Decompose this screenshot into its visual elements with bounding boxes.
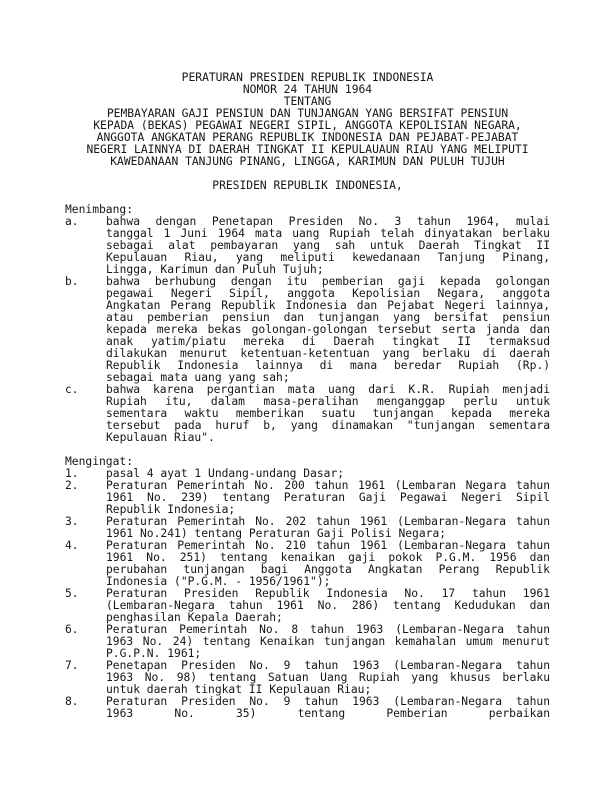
item-text <box>106 540 550 588</box>
item-line: Republik Indonesia; <box>106 503 236 516</box>
item-line: anak yatim/piatu mereka di Daerah tingkat II termaksud <box>106 335 550 348</box>
item-line: Kepulauan Riau". <box>106 431 215 444</box>
menimbang-item-a <box>65 216 550 276</box>
item-line: bahwa berhubung dengan itu pemberian gaji kepada golongan <box>106 275 550 288</box>
title-line: TENTANG <box>283 95 332 108</box>
item-line: dilakukan menurut ketentuan-ketentuan yang berlaku di daerah <box>106 347 550 360</box>
section-mengingat <box>65 456 550 720</box>
item-text <box>106 588 550 624</box>
item-line: 1963 No. 35) tentang Pemberian perbaikan <box>106 707 550 720</box>
item-line: tersebut pada huruf b, yang dinamakan "tunjangan sementara <box>106 419 550 432</box>
item-line: Peraturan Pemerintah No. 210 tahun 1961 (Lembaran-Negara tahun <box>106 539 550 552</box>
mengingat-item-6 <box>65 624 550 660</box>
item-line: 1961 No.241) tentang Peraturan Gaji Polisi Negara; <box>106 527 447 540</box>
mengingat-item-2 <box>65 480 550 516</box>
item-line: Republik Indonesia lainnya di mana beredar Rupiah (Rp.) <box>106 359 550 372</box>
section-label-menimbang: Menimbang: <box>65 203 134 216</box>
item-line: pegawai Negeri Sipil, anggota Kepolisian Negara, anggota <box>106 287 550 300</box>
item-line: 1963 No. 98) tentang Satuan Uang Rupiah yang khusus berlaku <box>106 671 550 684</box>
item-line: Rupiah itu, dalam masa-peralihan menganggap perlu untuk <box>106 395 550 408</box>
item-marker: 8. <box>65 695 79 708</box>
mengingat-item-4 <box>65 540 550 588</box>
item-text <box>106 696 550 720</box>
item-line: untuk daerah tingkat II Kepulauan Riau; <box>106 683 372 696</box>
item-marker: 4. <box>65 539 79 552</box>
item-text <box>106 276 550 384</box>
mengingat-items <box>65 468 550 720</box>
item-line: P.G.P.N. 1961; <box>106 647 202 660</box>
document-title <box>65 72 550 168</box>
item-marker: c. <box>65 383 79 396</box>
item-line: Lingga, Karimun dan Puluh Tujuh; <box>106 263 324 276</box>
item-line: 1963 No. 24) tentang Kenaikan tunjangan kemahalan umum menurut <box>106 635 550 648</box>
item-line: penghasilan Kepala Daerah; <box>106 611 283 624</box>
item-line: 1961 No. 251) tentang kenaikan gaji pokok P.G.M. 1956 dan <box>106 551 550 564</box>
item-line: Angkatan Perang Republik Indonesia dan Pejabat Negeri lainnya, <box>106 299 550 312</box>
mengingat-item-8 <box>65 696 550 720</box>
item-line: Peraturan Presiden Republik Indonesia No. 17 tahun 1961 <box>106 587 550 600</box>
menimbang-items <box>65 216 550 444</box>
section-label-mengingat: Mengingat: <box>65 455 134 468</box>
title-line: PEMBAYARAN GAJI PENSIUN DAN TUNJANGAN YANG BERSIFAT PENSIUN <box>106 107 509 120</box>
item-marker: b. <box>65 275 79 288</box>
document-content <box>65 72 550 720</box>
item-line: Peraturan Presiden No. 9 tahun 1963 (Lembaran-Negara tahun <box>106 695 550 708</box>
item-line: Peraturan Pemerintah No. 202 tahun 1961 (Lembaran-Negara tahun <box>106 515 550 528</box>
mengingat-item-7 <box>65 660 550 696</box>
section-menimbang <box>65 204 550 444</box>
item-marker: 5. <box>65 587 79 600</box>
item-text <box>106 384 550 444</box>
item-marker: 6. <box>65 623 79 636</box>
item-line: Peraturan Pemerintah No. 8 tahun 1963 (Lembaran-Negara tahun <box>106 623 550 636</box>
item-line: pasal 4 ayat 1 Undang-undang Dasar; <box>106 467 345 480</box>
item-line: Kepulauan Riau, yang meliputi kewedanaan Tanjung Pinang, <box>106 251 550 264</box>
item-line: bahwa karena pergantian mata uang dari K.R. Rupiah menjadi <box>106 383 550 396</box>
title-line: ANGGOTA ANGKATAN PERANG REPUBLIK INDONESIA DAN PEJABAT-PEJABAT <box>96 131 519 144</box>
item-line: sebagai mata uang yang sah; <box>106 371 290 384</box>
item-line: bahwa dengan Penetapan Presiden No. 3 tahun 1964, mulai <box>106 215 550 228</box>
menimbang-item-c <box>65 384 550 444</box>
item-text <box>106 516 550 540</box>
item-text <box>106 624 550 660</box>
item-marker: a. <box>65 215 79 228</box>
issuing-authority-line: PRESIDEN REPUBLIK INDONESIA, <box>212 179 403 192</box>
item-marker: 3. <box>65 515 79 528</box>
spacer <box>65 444 550 456</box>
title-line: PERATURAN PRESIDEN REPUBLIK INDONESIA <box>181 71 434 84</box>
title-line: NEGERI LAINNYA DI DAERAH TINGKAT II KEPULAUAUN RIAU YANG MELIPUTI <box>86 143 529 156</box>
title-line: KAWEDANAAN TANJUNG PINANG, LINGGA, KARIMUN DAN PULUH TUJUH <box>110 155 505 168</box>
title-line: KEPADA (BEKAS) PEGAWAI NEGERI SIPIL, ANGGOTA KEPOLISIAN NEGARA, <box>93 119 522 132</box>
item-line: perubahan tunjangan bagi Anggota Angkatan Perang Republik <box>106 563 550 576</box>
item-marker: 1. <box>65 467 79 480</box>
item-line: tanggal 1 Juni 1964 mata uang Rupiah telah dinyatakan berlaku <box>106 227 550 240</box>
title-line: NOMOR 24 TAHUN 1964 <box>242 83 373 96</box>
item-line: kepada mereka bekas golongan-golongan tersebut serta janda dan <box>106 323 550 336</box>
item-line: (Lembaran-Negara tahun 1961 No. 286) tentang Kedudukan dan <box>106 599 550 612</box>
mengingat-item-5 <box>65 588 550 624</box>
item-line: Penetapan Presiden No. 9 tahun 1963 (Lembaran-Negara tahun <box>106 659 550 672</box>
item-line: sebagai alat pembayaran yang sah untuk Daerah Tingkat II <box>106 239 550 252</box>
item-marker: 2. <box>65 479 79 492</box>
item-line: 1961 No. 239) tentang Peraturan Gaji Pegawai Negeri Sipil <box>106 491 550 504</box>
spacer <box>65 192 550 204</box>
item-line: Indonesia ("P.G.M. - 1956/1961"); <box>106 575 331 588</box>
item-text <box>106 216 550 276</box>
mengingat-item-3 <box>65 516 550 540</box>
item-line: Peraturan Pemerintah No. 200 tahun 1961 (Lembaran Negara tahun <box>106 479 550 492</box>
item-marker: 7. <box>65 659 79 672</box>
item-text <box>106 480 550 516</box>
item-line: sementara waktu memberikan suatu tunjangan kepada mereka <box>106 407 550 420</box>
item-text <box>106 660 550 696</box>
menimbang-item-b <box>65 276 550 384</box>
item-line: atau pemberian pensiun dan tunjangan yang bersifat pensiun <box>106 311 550 324</box>
